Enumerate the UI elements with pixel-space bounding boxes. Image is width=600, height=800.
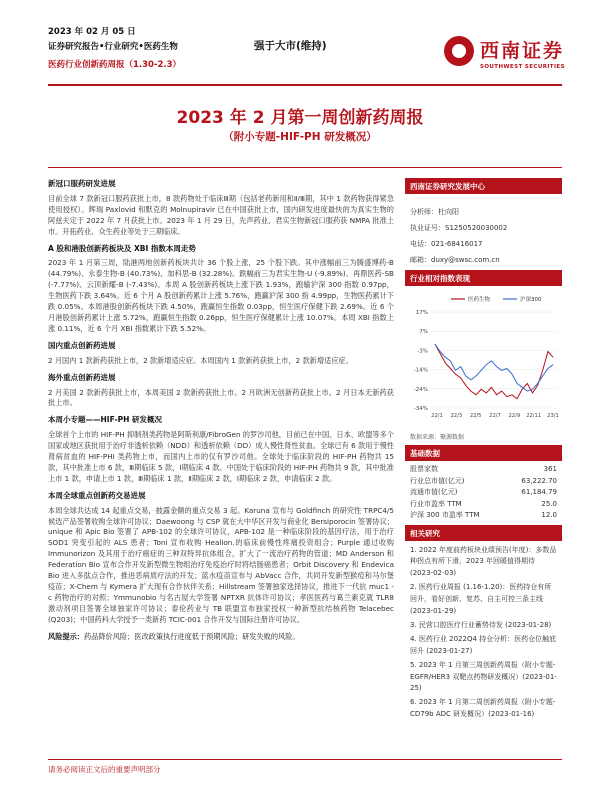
report-subtitle: （附小专题-HIF-PH 研发概况）	[223, 131, 377, 143]
email-row	[410, 252, 557, 268]
logo-text-en: SOUTHWEST SECURITIES	[480, 64, 565, 70]
basic-row	[410, 487, 557, 499]
section-body: 2 月国内 1 款新药获批上市，2 款新增适应症。本周国内 1 款新药获批上市，2 款新增适应症。	[48, 355, 353, 365]
phone-row	[410, 236, 557, 252]
section-heading: 本周小专题——HIF-PH 研发概况	[48, 415, 162, 425]
report-title: 2023 年 2 月第一周创新药周报	[176, 108, 424, 128]
basic-value: 61,184.79	[521, 488, 557, 496]
footer-disclaimer: 请务必阅读正文后的重要声明部分	[48, 765, 161, 774]
logo-mark-icon	[444, 36, 474, 66]
company-logo	[444, 34, 572, 78]
email-link[interactable]: duxy@swsc.com.cn	[431, 256, 500, 264]
industry-rating: 强于大市(维持)	[254, 40, 327, 52]
section-body: 2023 年 1 月第三周，陆港两地创新药板块共计 36 个股上涨，25 个股下跌。其中涨幅前三为腾盛博药-B (44.79%)、永泰生物-B (40.73%)、加科思-B (32.28%)。跌幅前三为君实生物-U (-9.89%)、再鼎医药-SB (-7.77%)、云顶新耀-B (-7.43%)。本周 A 股创新药板块上涨下跌 1.93%，跑输沪深 300 指数 0.97pp，生物医药下跌 3.64%。近 6 个月 A 股创新药累计上涨 5.76%，跑赢沪深 300 指 4.99pp，生物医药累计下跌 0.05%。本周港股创新药板块下跌 4.50%，跑赢恒生指数 0.03pp，恒生医疗保健下跌 2.69%。近 6 个月港股创新药累计上涨 5.72%，跑赢恒生指数 0.26pp，恒生医疗保健累计上涨 10.07%。本周 XBI 指数上涨 0.11%，近 6 个月 XBI 指数累计下跌 5.52%。	[48, 258, 394, 333]
risk-text: 药品降价风险；医改政策执行进度低于预期风险；研发失败的风险。	[83, 631, 300, 641]
logo-text-cn: 西南证券	[480, 40, 565, 62]
section-body: 本周全球共达成 14 起重点交易，披露金额的重点交易 3 起。Karuna 宣布与 Goldfinch 的研究性 TRPC4/5 候选产品签署收购全球许可协议；Daewoong 与 CSP 就在大中华区开发与商业化 Bersiporocin 签署协议；unique 和 Apic Bio 签署了 APB-102 的全球许可协议，APB-102 是一种临床阶段的基因疗法，用于治疗 SOD1 突变引起的 ALS 患者；Toni 宣布收购 Healion.的临床前慢性疼痛投资组合；Purple 通过收购 Immunorizon 及其用于治疗癌症的三种双特异抗体组合，扩大了一流治疗药物的管道；MD Anderson 和 Federation Bio 宣布合作开发新型微生物组治疗免疫治疗时将结肠癌患者；Orbit Discovery 和 Endevica Bio 进入多肽点合作，推进恶病质疗法的开发；蓝水疫苗宣布与 AbVacc 合作，共同开发新型猴痘和马尔堡疫苗；X-Chem 与 Kymera 扩大现有合作伙伴关系；Hillstream 签署独家选择协议，推进下一代抗 muc1 - c 药物治疗的对照；Ymmunobio 与名古屋大学签署 NPTXR 抗体许可协议；孝医医药与葛兰素克就 TLR8 激动剂项目签署全球独家许可协议；泰伦药业与 TB 联盟宣布独家授权一种新型抗结核药物 Telacebec (Q203)；中国药科大学授予一类新药 TCIC-001 合作开发与国际注册许可协议。	[48, 505, 394, 624]
y-tick-label: 7%	[419, 329, 428, 336]
section-body: 目前全球 7 款新冠口服药获批上市，8 款药物处于临床Ⅲ期（包括老药新用和Ⅱ/Ⅲ期，其中 1 款药物获得紧急使用授权）。辉瑞 Paxlovid 和默克的 Molnupiravir 已在中国获批上市，国内研发进度最快的为真实生物的阿兹夫定于 2022 年 7 月获批上市。2023 年 1 月 29 日，先声药业、君实生物新冠口服药获 NMPA 批准上市。开拓药业、众生药业等处于三期临床。	[48, 193, 394, 236]
basic-label: 股票家数	[410, 465, 438, 473]
related-research-item[interactable]: 3. 民营口腔医疗行业蓄势待发 (2023-01-28)	[410, 620, 552, 629]
basic-value: 12.0	[541, 511, 557, 519]
section-heading: 本周全球重点创新药交易进展	[48, 490, 146, 500]
section-heading: 国内重点创新药进展	[48, 340, 116, 350]
section-heading: 海外重点创新药进展	[48, 372, 116, 382]
section-heading: 新冠口服药研发进展	[48, 179, 116, 188]
license-label: 执业证号：	[410, 224, 445, 232]
risk-warning	[48, 632, 394, 643]
legend-label: 沪深300	[520, 297, 542, 303]
analyst-name-row	[410, 204, 557, 220]
series-line-1	[435, 344, 553, 391]
related-research-item[interactable]: 5. 2023 年 1 月第三周创新药周报（附小专题- EGFR/HER3 双靶点药物研发概况）(2023-01-25)	[410, 660, 557, 693]
x-tick-label: 22/9	[508, 413, 521, 419]
basic-data-table	[405, 461, 562, 525]
basic-row	[410, 464, 557, 476]
basic-row	[410, 510, 557, 522]
related-research-list	[405, 541, 562, 728]
main-content	[48, 178, 394, 643]
basic-value: 63,222.70	[521, 476, 557, 485]
basic-label: 行业总市值(亿元)	[410, 476, 465, 485]
performance-chart	[405, 290, 562, 428]
analyst-value: 杜向阳	[438, 208, 459, 216]
analyst-label: 分析师：	[410, 208, 438, 216]
analyst-info	[405, 194, 562, 270]
license-row	[410, 220, 557, 236]
basic-row	[410, 499, 557, 511]
x-tick-label: 22/5	[469, 413, 482, 419]
section-body: 全球首个上市的 HIF-PH 抑制剂类药物是阿斯利康/FibroGen 的罗沙司他，目前已在中国、日本、欧盟等多个国家或地区获批用于治疗非透析依赖（NDD）和透析依赖（DD）成人慢性肾性贫血。全球已有 6 款用于慢性肾病贫血的 HIF-PHI 类药物上市，而国内上市的仅有罗沙司他。全球处于临床阶段的 HIF-PH 药物共 15 款，其中批准上市 6 款，Ⅲ期临床 5 款，Ⅰ期临床 4 款。中国处于临床阶段的 HIF-PH 药物共 9 款，其中批准上市 1 款，申请上市 1 款，Ⅲ期临床 1 款，Ⅱ期临床 2 款，Ⅰ期临床 2 款，申请临床 2 款。	[48, 430, 394, 483]
y-tick-label: -14%	[413, 367, 428, 374]
y-tick-label: 17%	[415, 310, 428, 316]
sidebar	[405, 178, 562, 727]
basic-label: 行业市盈率 TTM	[410, 499, 462, 508]
performance-heading: 行业相对指数表现	[405, 270, 562, 286]
report-series: 医药行业创新药周报（1.30-2.3）	[48, 60, 182, 70]
chart-source: 数据来源：聚源数据	[410, 434, 465, 441]
x-tick-label: 22/7	[489, 413, 501, 419]
related-research-item[interactable]: 2. 医药行业周报 (1.16-1.20)：医药持仓有所回升，看好创新、复苏、自主可控三条主线 (2023-01-29)	[410, 583, 552, 616]
x-tick-label: 22/3	[450, 413, 463, 419]
x-tick-label: 22/11	[526, 413, 542, 419]
x-tick-label: 23/1	[547, 413, 559, 419]
basic-label: 沪深 300 市盈率 TTM	[410, 511, 480, 519]
related-heading: 相关研究	[405, 525, 562, 541]
footer-divider	[48, 759, 562, 760]
risk-label: 风险提示：	[48, 631, 84, 641]
series-line-0	[435, 344, 553, 399]
related-research-item[interactable]: 1. 2022 年度前药板块业绩预告(年度)：多数品种拐点有所下滑，2023 年回暖值得期待 (2023-02-03)	[410, 545, 557, 578]
basic-label: 流通市值(亿元)	[410, 488, 458, 496]
y-tick-label: -24%	[413, 386, 428, 393]
basic-value: 361	[543, 465, 557, 473]
y-tick-label: -34%	[413, 406, 428, 412]
related-research-item[interactable]: 6. 2023 年 1 月第二周创新药周报（附小专题-CD79b ADC 研发概况）(2023-01-16)	[410, 698, 556, 719]
basic-row	[410, 476, 557, 488]
header-divider	[48, 84, 562, 86]
phone-label: 电话：	[410, 240, 431, 248]
report-category: 证券研究报告•行业研究•医药生物	[48, 42, 178, 52]
legend-label: 医药生物	[468, 297, 491, 303]
title-divider	[48, 167, 562, 168]
basic-data-heading: 基础数据	[405, 445, 562, 461]
x-tick-label: 22/1	[431, 413, 443, 419]
section-body: 2 月美国 2 款新药获批上市，本周美国 2 款新药获批上市。2 月欧洲无创新药获批上市。2 月日本无新药获批上市。	[48, 387, 394, 408]
team-heading: 西南证券研究发展中心	[405, 178, 562, 194]
section-heading: A 股和港股创新药板块及 XBI 指数本周走势	[48, 243, 196, 253]
performance-chart-svg	[405, 290, 562, 428]
email-label: 邮箱：	[410, 256, 431, 264]
phone-value: 021-68416017	[431, 240, 483, 248]
report-date: 2023 年 02 月 05 日	[48, 27, 136, 37]
license-value: S1250520030002	[445, 224, 508, 232]
y-tick-label: -3%	[417, 348, 428, 355]
basic-value: 25.0	[541, 499, 557, 508]
related-research-item[interactable]: 4. 医药行业 2022Q4 持仓分析：医药仓位触底回升 (2023-01-27)	[410, 634, 557, 655]
header-left	[48, 26, 248, 72]
